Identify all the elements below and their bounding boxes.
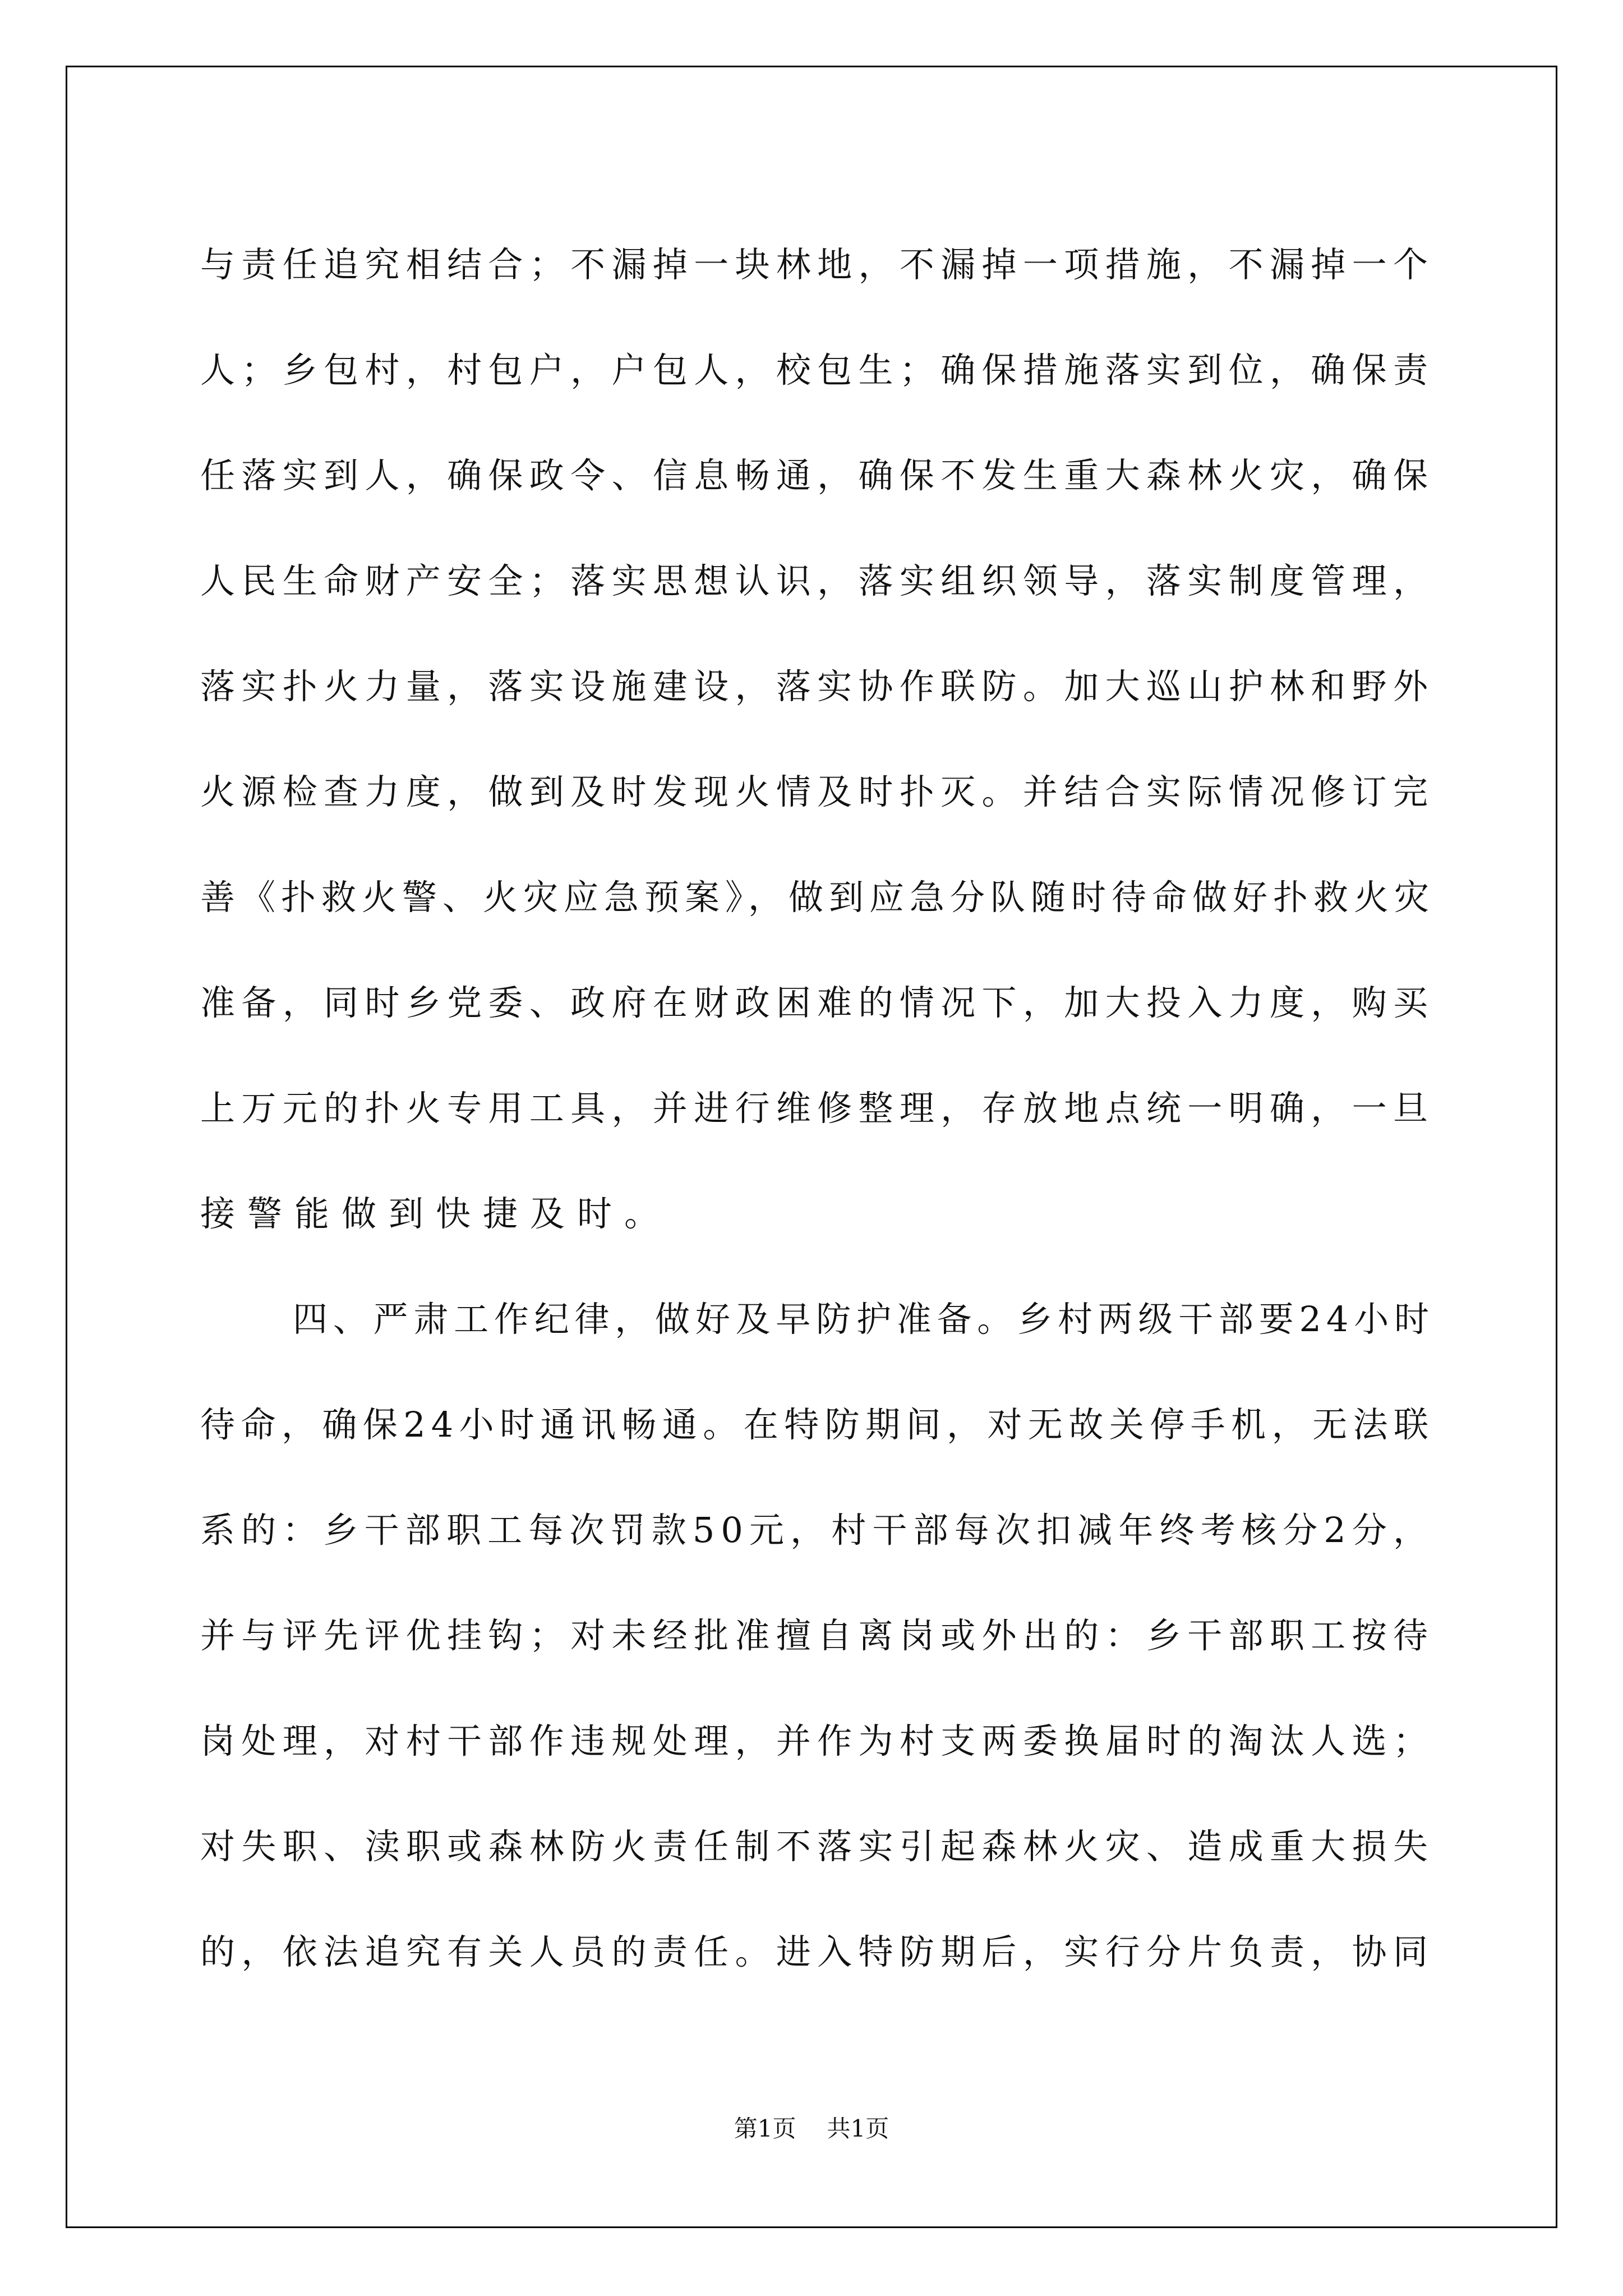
page-number: 第1页 (734, 2115, 796, 2142)
paragraph (200, 212, 1434, 1267)
text-line: 善《扑救火警、火灾应急预案》，做到应急分队随时待命做好扑救火灾 (200, 877, 1434, 918)
text-line: 人民生命财产安全；落实思想认识，落实组织领导，落实制度管理， (200, 560, 1434, 601)
text-line: 火源检查力度，做到及时发现火情及时扑灭。并结合实际情况修订完 (200, 771, 1434, 812)
document-body (200, 212, 1434, 2005)
text-line: 四、严肃工作纪律，做好及早防护准备。乡村两级干部要24小时 (293, 1299, 1434, 1340)
text-line: 并与评先评优挂钩；对未经批准擅自离岗或外出的：乡干部职工按待 (200, 1615, 1434, 1656)
text-line: 落实扑火力量，落实设施建设，落实协作联防。加大巡山护林和野外 (200, 666, 1434, 707)
text-line: 的，依法追究有关人员的责任。进入特防期后，实行分片负责，协同 (200, 1931, 1434, 1972)
text-line: 岗处理，对村干部作违规处理，并作为村支两委换届时的淘汰人选； (200, 1720, 1434, 1761)
text-line: 待命，确保24小时通讯畅通。在特防期间，对无故关停手机，无法联 (200, 1404, 1434, 1445)
text-line: 准备，同时乡党委、政府在财政困难的情况下，加大投入力度，购买 (200, 982, 1434, 1023)
page-footer (0, 2110, 1623, 2144)
text-line: 上万元的扑火专用工具，并进行维修整理，存放地点统一明确，一旦 (200, 1088, 1434, 1129)
text-line: 任落实到人，确保政令、信息畅通，确保不发生重大森林火灾，确保 (200, 455, 1434, 496)
text-line: 人；乡包村，村包户，户包人，校包生；确保措施落实到位，确保责 (200, 349, 1434, 390)
text-line: 与责任追究相结合；不漏掉一块林地，不漏掉一项措施，不漏掉一个 (200, 244, 1434, 285)
text-line: 接警能做到快捷及时。 (200, 1193, 672, 1234)
page-total: 共1页 (827, 2115, 889, 2142)
paragraph (200, 1267, 1434, 2005)
text-line: 对失职、渎职或森林防火责任制不落实引起森林火灾、造成重大损失 (200, 1826, 1434, 1867)
text-line: 系的：乡干部职工每次罚款50元，村干部每次扣减年终考核分2分， (200, 1510, 1434, 1550)
